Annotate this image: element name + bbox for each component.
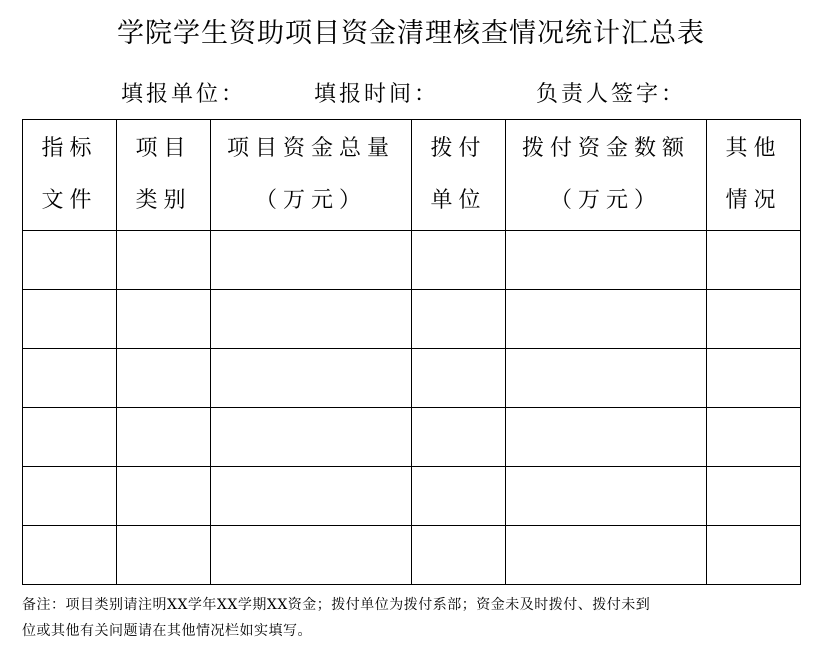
table-cell[interactable] bbox=[412, 349, 506, 408]
header-line: 类别 bbox=[135, 188, 192, 213]
header-indicator-document bbox=[23, 120, 117, 231]
table-cell[interactable] bbox=[211, 231, 412, 290]
table-cell[interactable] bbox=[506, 408, 707, 467]
form-title: 学院学生资助项目资金清理核查情况统计汇总表 bbox=[117, 18, 705, 49]
table-cell[interactable] bbox=[506, 526, 707, 585]
responsible-signature-label: 负责人签字： bbox=[536, 82, 687, 107]
table-cell[interactable] bbox=[412, 231, 506, 290]
table-cell[interactable] bbox=[23, 290, 117, 349]
header-line: （万元） bbox=[549, 188, 662, 213]
table-row bbox=[23, 408, 801, 467]
table-cell[interactable] bbox=[707, 349, 801, 408]
table-cell[interactable] bbox=[707, 467, 801, 526]
table-cell[interactable] bbox=[117, 231, 211, 290]
table-cell[interactable] bbox=[23, 349, 117, 408]
table-cell[interactable] bbox=[23, 231, 117, 290]
header-line: 情况 bbox=[725, 188, 782, 213]
table-cell[interactable] bbox=[117, 408, 211, 467]
footnote bbox=[22, 592, 807, 644]
header-line: 项目 bbox=[135, 136, 192, 161]
table-cell[interactable] bbox=[211, 290, 412, 349]
header-line: 其他 bbox=[725, 136, 782, 161]
header-other-situation bbox=[707, 120, 801, 231]
table-cell[interactable] bbox=[707, 290, 801, 349]
table-cell[interactable] bbox=[412, 290, 506, 349]
table-cell[interactable] bbox=[23, 526, 117, 585]
header-project-category bbox=[117, 120, 211, 231]
header-line: 文件 bbox=[41, 188, 98, 213]
table-cell[interactable] bbox=[117, 290, 211, 349]
table-cell[interactable] bbox=[506, 467, 707, 526]
table-cell[interactable] bbox=[506, 231, 707, 290]
header-disbursing-unit bbox=[412, 120, 506, 231]
header-project-fund-total bbox=[211, 120, 412, 231]
table-cell[interactable] bbox=[707, 408, 801, 467]
table-cell[interactable] bbox=[412, 408, 506, 467]
header-line: 拨付 bbox=[430, 136, 487, 161]
table-cell[interactable] bbox=[412, 526, 506, 585]
table-cell[interactable] bbox=[117, 467, 211, 526]
table-cell[interactable] bbox=[506, 290, 707, 349]
header-line: 指标 bbox=[41, 136, 98, 161]
table-row bbox=[23, 231, 801, 290]
summary-table bbox=[22, 119, 801, 585]
table-cell[interactable] bbox=[23, 408, 117, 467]
table-cell[interactable] bbox=[412, 467, 506, 526]
table-cell[interactable] bbox=[707, 231, 801, 290]
table-cell[interactable] bbox=[506, 349, 707, 408]
table-row bbox=[23, 467, 801, 526]
header-line: 单位 bbox=[430, 188, 487, 213]
table-cell[interactable] bbox=[117, 349, 211, 408]
table-row bbox=[23, 526, 801, 585]
fill-time-label: 填报时间： bbox=[314, 82, 440, 107]
table-row bbox=[23, 349, 801, 408]
footnote-line: 备注：项目类别请注明XX学年XX学期XX资金；拨付单位为拨付系部；资金未及时拨付、拨付未到 bbox=[22, 597, 651, 613]
table-header-row bbox=[23, 120, 801, 231]
table-cell[interactable] bbox=[211, 408, 412, 467]
table-cell[interactable] bbox=[211, 526, 412, 585]
header-line: 项目资金总量 bbox=[226, 136, 395, 161]
table-cell[interactable] bbox=[211, 467, 412, 526]
header-line: 拨付资金数额 bbox=[521, 136, 690, 161]
footnote-line: 位或其他有关问题请在其他情况栏如实填写。 bbox=[22, 623, 312, 639]
table-cell[interactable] bbox=[211, 349, 412, 408]
table-cell[interactable] bbox=[23, 467, 117, 526]
table-cell[interactable] bbox=[117, 526, 211, 585]
table-row bbox=[23, 290, 801, 349]
table-cell[interactable] bbox=[707, 526, 801, 585]
header-disbursed-amount bbox=[506, 120, 707, 231]
header-line: （万元） bbox=[254, 188, 367, 213]
fill-unit-label: 填报单位： bbox=[121, 82, 247, 107]
